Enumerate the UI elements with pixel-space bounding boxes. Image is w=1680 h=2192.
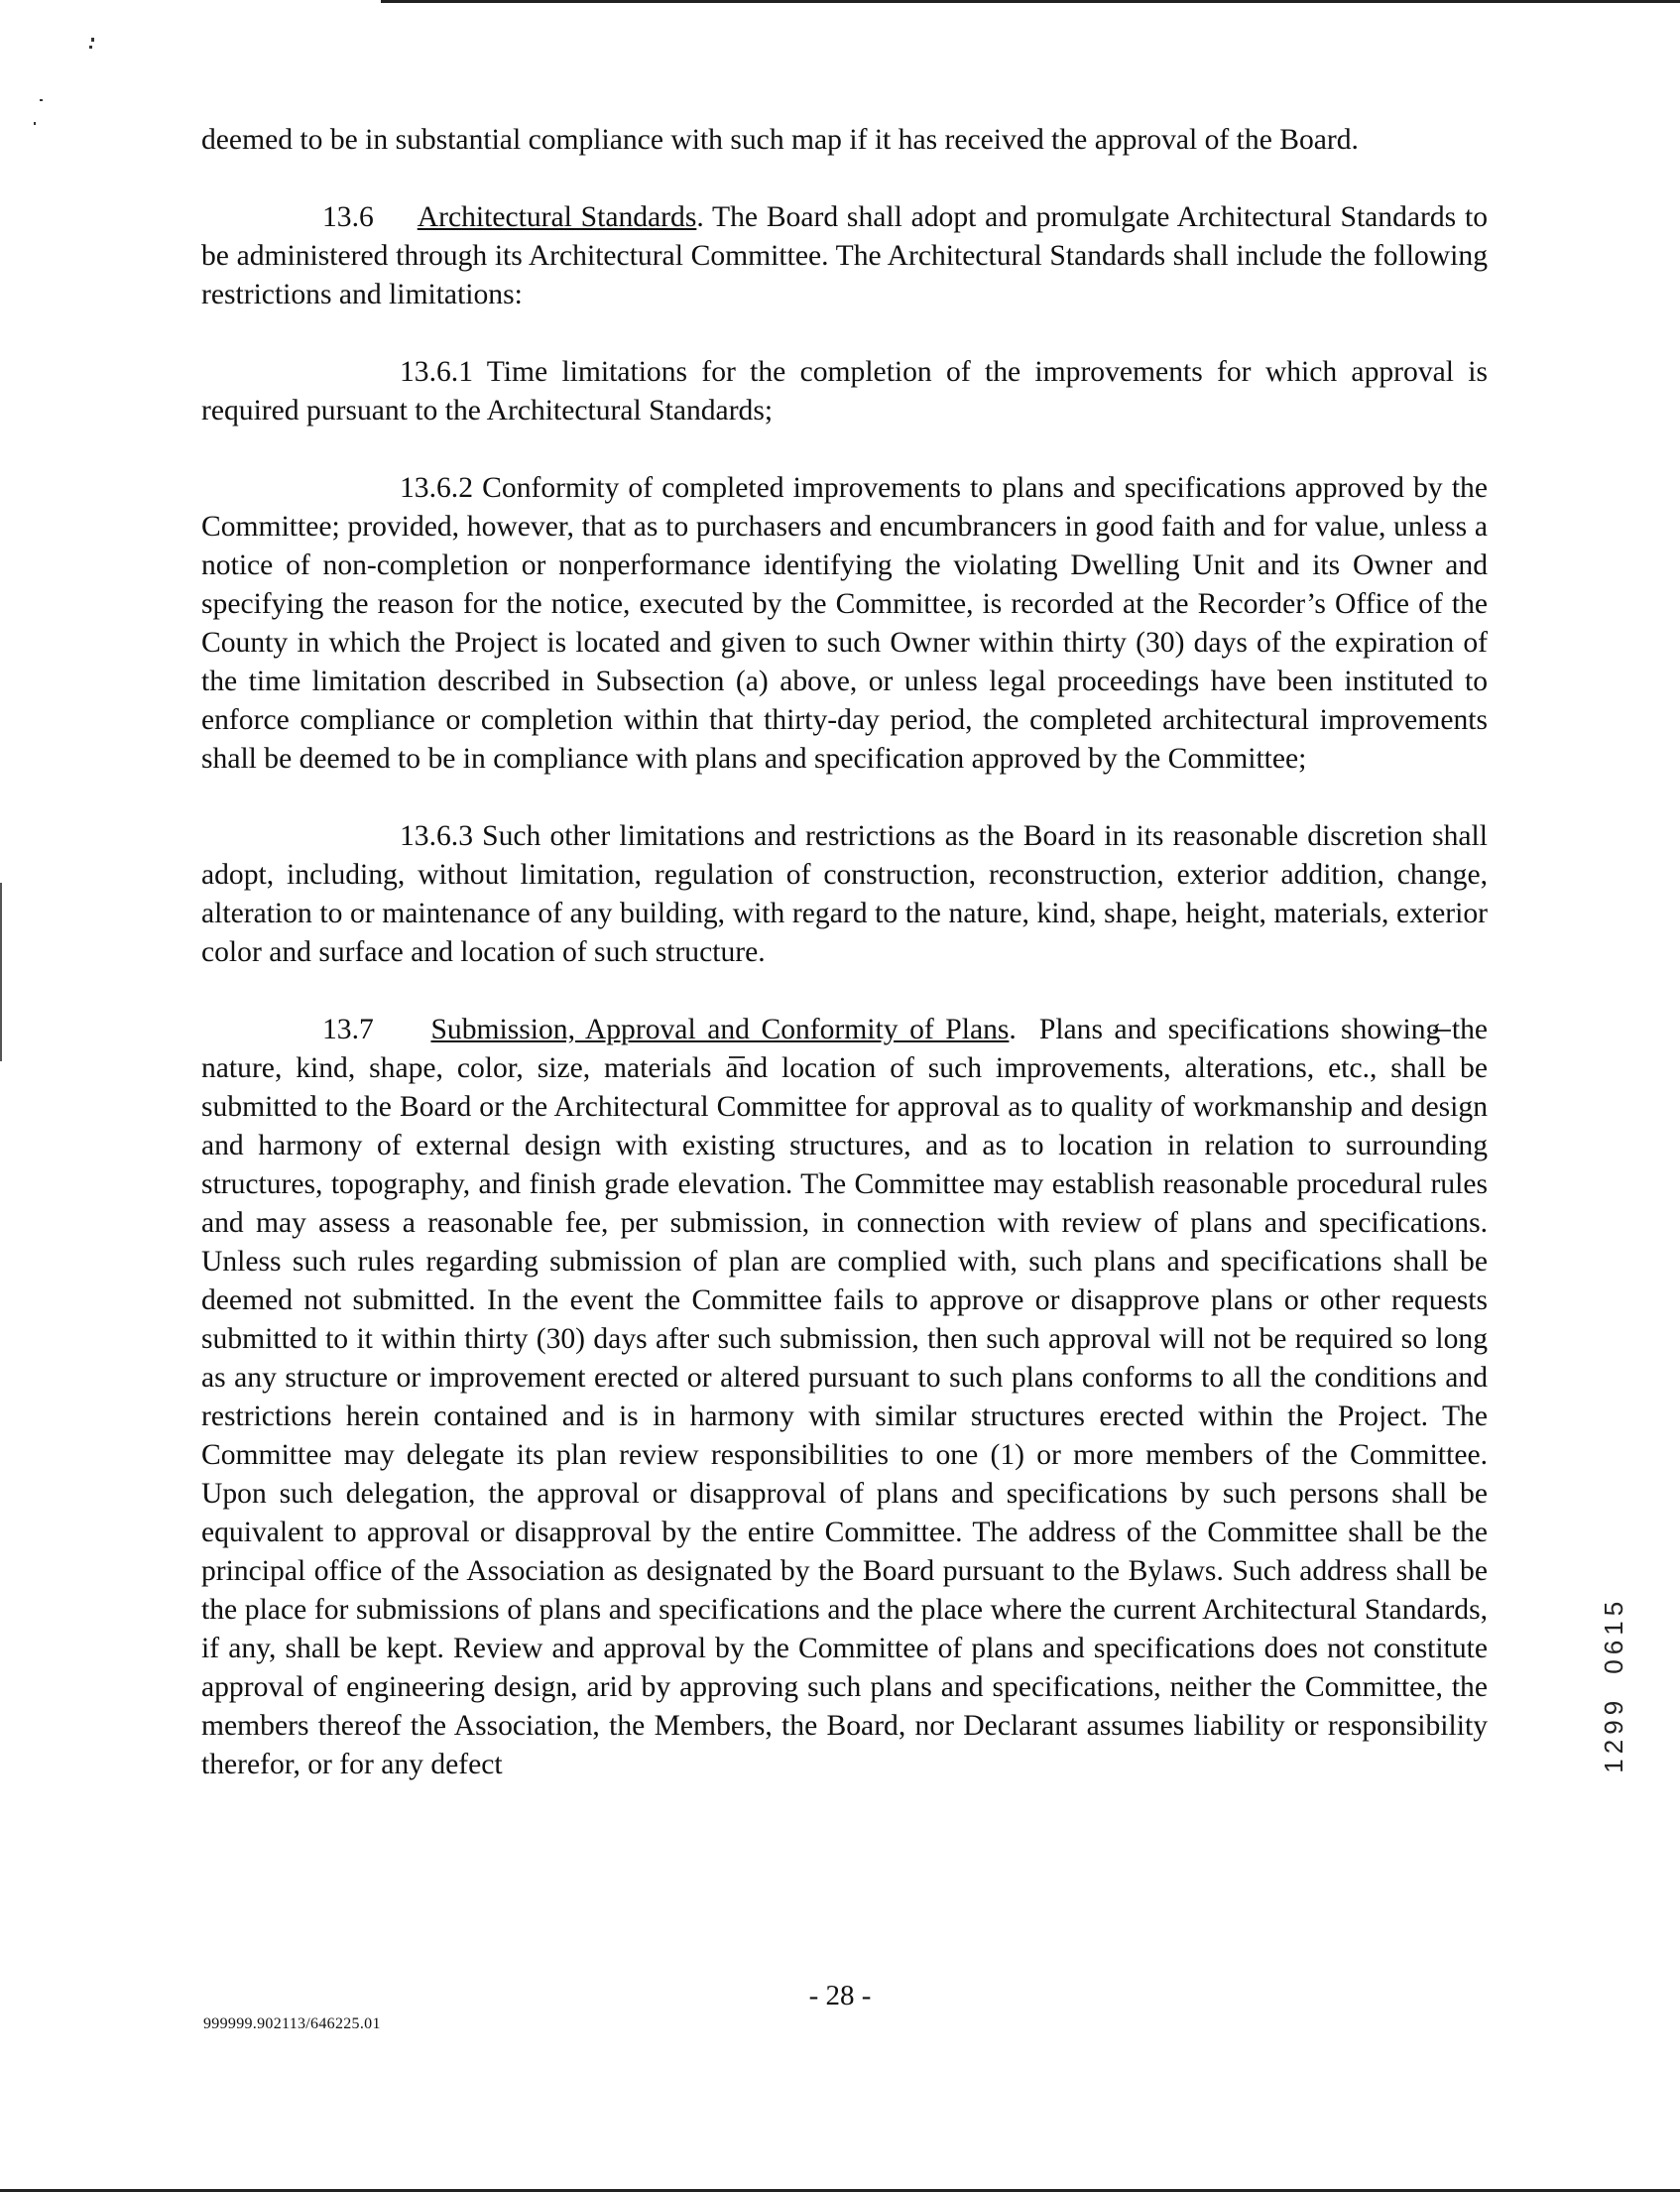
section-heading: Submission, Approval and Conformity of Plans (430, 1014, 1010, 1045)
section-number: 13.6 (322, 201, 374, 233)
page-number: - 28 - (808, 1980, 872, 2011)
scan-speck (40, 99, 43, 101)
paragraph-continuation: deemed to be in substantial compliance with such map if it has received the approval of the Board. (201, 124, 1359, 156)
left-scan-edge (0, 883, 2, 1061)
scan-speck (34, 122, 36, 125)
document-id: 999999.902113/646225.01 (203, 2015, 381, 2032)
subsection-13-6-1: 13.6.1 Time limitations for the completion of the improvements for which approval is required pursuant to the Architectural Standards; (201, 356, 1488, 426)
stamp-part-2: 0615 (1599, 1597, 1628, 1674)
section-13-6: 13.6 Architectural Standards. The Board shall adopt and promulgate Architectural Standards to be administered through its Architectural Committee. The Architectural Standards shall include the following restrictions and limitations: (201, 201, 1489, 310)
section-13-7: 13.7 Submission, Approval and Conformity of Plans. Plans and specifications showing the nature, kind, shape, color, size, materials and location of such improvements, alterations, etc., shall be submitted to the Board or the Architectural Committee for approval as to quality of workmanship and design and harmony of external design with existing structures, and as to location in relation to surrounding structures, topography, and finish grade elevation. The Committee may establish reasonable procedural rules and may assess a reasonable fee, per submission, in connection with review of plans and specifications. Unless such rules regarding submission of plan are complied with, such plans and specifications shall be deemed not submitted. In the event the Committee fails to approve or disapprove plans or other requests submitted to it within thirty (30) days after such submission, then such approval will not be required so long as any structure or improvement erected or altered pursuant to such plans conforms to all the conditions and restrictions herein contained and is in harmony with similar structures erected within the Project. The Committee may delegate its plan review responsibilities to one (1) or more members of the Committee. Upon such delegation, the approval or disapproval of plans and specifications by such persons shall be equivalent to approval or disapproval by the entire Committee. The address of the Committee shall be the principal office of the Association as designated by the Board pursuant to the Bylaws. Such address shall be the place for submissions of plans and specifications and the place where the current Architectural Standards, if any, shall be kept. Review and approval by the Committee of plans and specifications does not constitute approval of engineering design, arid by approving such plans and specifications, neither the Committee, the members thereof the Association, the Members, the Board, nor Declarant assumes liability or responsibility therefor, or for any defect (201, 1014, 1488, 1780)
scan-speck (91, 38, 94, 42)
subsection-13-6-2: 13.6.2 Conformity of completed improvements to plans and specifications approved by the Committee; provided, however, that as to purchasers and encumbrancers in good faith and for value, unless a notice of non-completion or nonperformance identifying the violating Dwelling Unit and its Owner and specifying the reason for the notice, executed by the Committee, is recorded at the Recorder’s Office of the County in which the Project is located and given to such Owner within thirty (30) days of the expiration of the time limitation described in Subsection (a) above, or unless legal proceedings have been instituted to enforce compliance or completion within that thirty-day period, the completed architectural improvements shall be deemed to be in compliance with plans and specification approved by the Committee; (201, 472, 1488, 775)
subsection-13-6-3: 13.6.3 Such other limitations and restrictions as the Board in its reasonable discretion shall adopt, including, without limitation, regulation of construction, reconstruction, exterior addition, change, alteration to or maintenance of any building, with regard to the nature, kind, shape, height, materials, exterior color and surface and location of such structure. (201, 820, 1488, 968)
top-border-line (381, 0, 1680, 3)
recording-stamp (1599, 1597, 1629, 1773)
document-body (201, 121, 1488, 1784)
section-text: Plans and specifications showing the nature, kind, shape, color, size, materials and location of such improvements, alterations, etc., shall be submitted to the Board or the Architectural Committee for approval as to quality of workmanship and design and harmony of external design with existing structures, and as to location in relation to surrounding structures, topography, and finish grade elevation. The Committee may establish reasonable procedural rules and may assess a reasonable fee, per submission, in connection with review of plans and specifications. Unless such rules regarding submission of plan are complied with, such plans and specifications shall be deemed not submitted. In the event the Committee fails to approve or disapprove plans or other requests submitted to it within thirty (30) days after such submission, then such approval will not be required so long as any structure or improvement erected or altered pursuant to such plans conforms to all the conditions and restrictions herein contained and is in harmony with similar structures erected within the Project. The Committee may delegate its plan review responsibilities to one (1) or more members of the Committee. Upon such delegation, the approval or disapproval of plans and specifications by such persons shall be equivalent to approval or disapproval by the entire Committee. The address of the Committee shall be the principal office of the Association as designated by the Board pursuant to the Bylaws. Such address shall be the place for submissions of plans and specifications and the place where the current Architectural Standards, if any, shall be kept. Review and approval by the Committee of plans and specifications does not constitute approval of engineering design, arid by approving such plans and specifications, neither the Committee, the members thereof the Association, the Members, the Board, nor Declarant assumes liability or responsibility therefor, or for any defect (201, 1014, 1488, 1780)
stamp-part-1: 1299 (1599, 1695, 1628, 1773)
scan-speck (89, 46, 92, 49)
section-number: 13.7 (322, 1014, 374, 1045)
section-heading: Architectural Standards (417, 201, 697, 233)
section-text: The Board shall adopt and promulgate Architectural Standards to be administered through its Architectural Committee. The Architectural Standards shall include the following restrictions and limitations: (201, 201, 1489, 310)
